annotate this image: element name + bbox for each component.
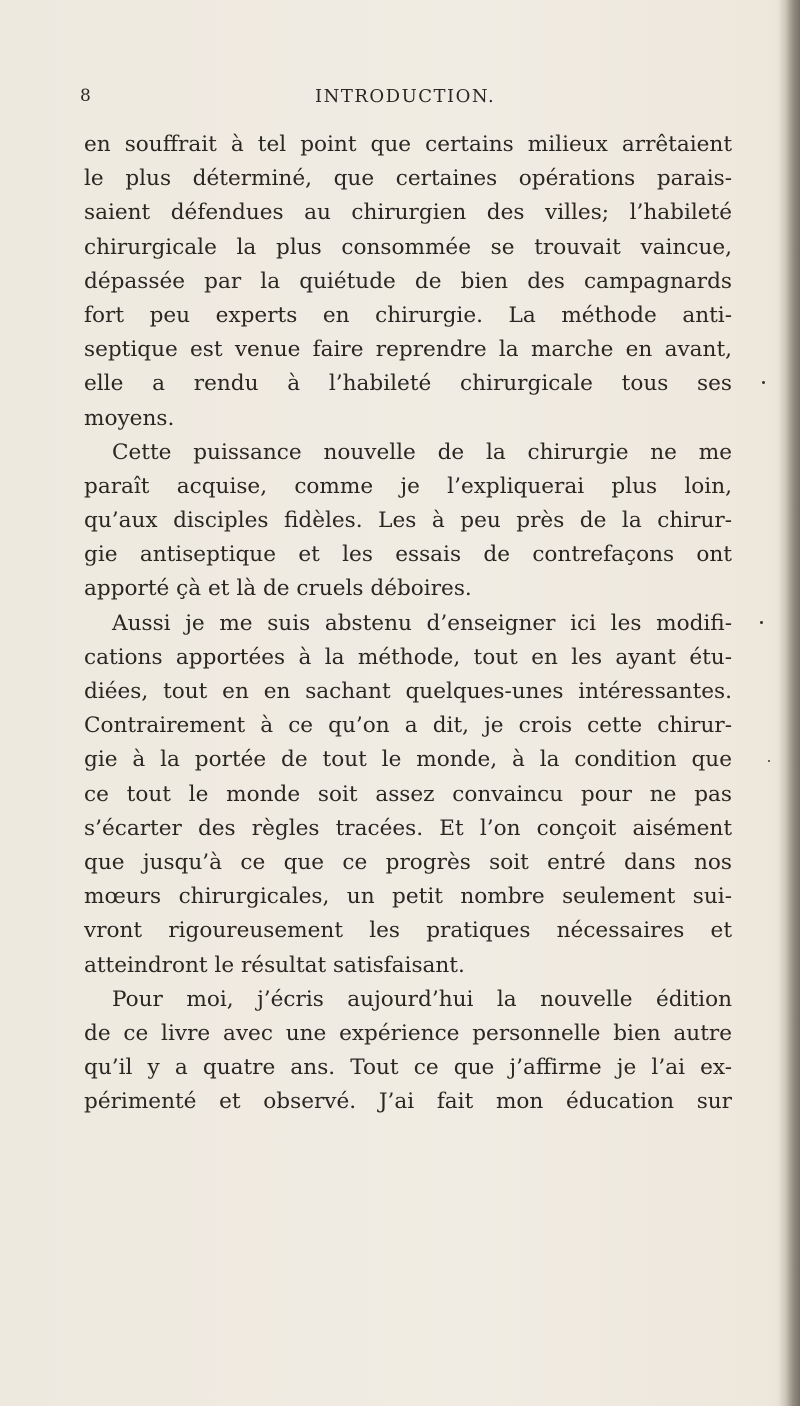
text-line: paraît acquise, comme je l’expliquerai plus loin, [84,473,732,499]
text-line: apporté çà et là de cruels déboires. [84,576,472,602]
text-line: Contrairement à ce qu’on a dit, je crois cette chirur- [84,713,732,739]
text-line: diées, tout en en sachant quelques-unes intéressantes. [84,679,732,704]
text-line: le plus déterminé, que certaines opérations parais- [84,166,732,192]
text-line: qu’aux disciples fidèles. Les à peu près de la chirur- [84,508,732,534]
text-line: en souffrait à tel point que certains milieux arrêtaient [84,132,732,157]
paragraph-first-line: Pour moi, j’écris aujourd’hui la nouvelle édition [112,986,732,1012]
body-text [84,128,732,1119]
text-line: périmenté et observé. J’ai fait mon éducation sur [84,1089,732,1115]
text-line: qu’il y a quatre ans. Tout ce que j’affirme je l’ai ex- [84,1055,732,1081]
text-line: septique est venue faire reprendre la marche en avant, [84,337,732,363]
text-line: chirurgicale la plus consommée se trouvait vaincue, [84,234,732,260]
page-number: 8 [80,86,91,106]
text-line: moyens. [84,405,175,431]
text-line: s’écarter des règles tracées. Et l’on conçoit aisément [84,815,732,841]
text-line: que jusqu’à ce que ce progrès soit entré dans nos [84,849,732,875]
print-speck [768,760,770,762]
text-line: saient défendues au chirurgien des villes; l’habileté [84,200,732,226]
page-header [80,86,730,116]
binding-edge-shadow [778,0,800,1406]
text-line: fort peu experts en chirurgie. La méthode anti- [84,302,732,328]
paragraph-first-line: Aussi je me suis abstenu d’enseigner ici les modifi- [112,610,732,636]
text-line: atteindront le résultat satisfaisant. [84,952,465,978]
text-line: de ce livre avec une expérience personnelle bien autre [84,1020,732,1046]
text-line: gie à la portée de tout le monde, à la condition que [84,747,732,773]
running-head: INTRODUCTION. [315,86,496,107]
text-line: gie antiseptique et les essais de contrefaçons ont [84,542,732,568]
text-line: elle a rendu à l’habileté chirurgicale tous ses [84,371,732,397]
text-line: ce tout le monde soit assez convaincu pour ne pas [84,781,732,807]
text-line: mœurs chirurgicales, un petit nombre seulement sui- [84,884,732,910]
print-speck [760,621,763,624]
print-speck [762,381,765,384]
text-line: dépassée par la quiétude de bien des campagnards [84,268,732,294]
text-line: vront rigoureusement les pratiques nécessaires et [84,918,732,944]
text-line: cations apportées à la méthode, tout en les ayant étu- [84,644,732,670]
paragraph-first-line: Cette puissance nouvelle de la chirurgie ne me [112,439,732,465]
